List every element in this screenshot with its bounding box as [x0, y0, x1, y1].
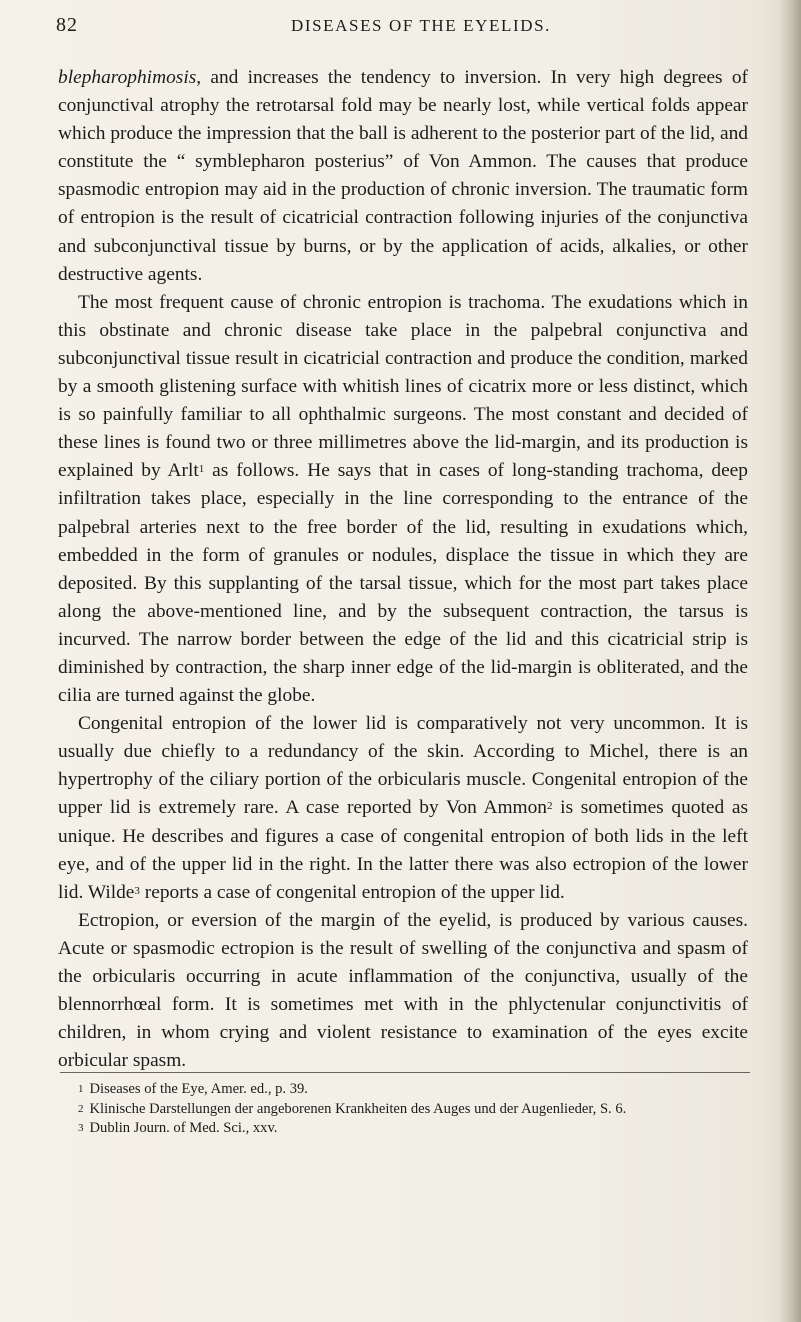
- running-head: DISEASES OF THE EYELIDS.: [290, 16, 552, 35]
- footnote-text: Klinische Darstellungen der angeborenen Krankheiten des Auges und der Augenlieder, S. 6.: [89, 1100, 627, 1117]
- footnotes: [60, 1080, 750, 1139]
- footnote-ref: 3: [134, 884, 140, 897]
- footnote-ref: 2: [547, 800, 553, 813]
- paragraph-text: Ectropion, or eversion of the margin of the eyelid, is produced by various causes. Acute or spasmodic ectropion is the result of swelling of the conjunctiva and spasm of the orbicularis occurring in acute inflammation of the conjunctiva, usually of the blennorrhœal form. It is sometimes met with in the phlyctenular conjunctivitis of children, in whom crying and violent resistance to examination of the eyes excite orbicular spasm.: [58, 909, 748, 1072]
- paragraph: [58, 64, 748, 289]
- paragraph: [58, 907, 748, 1076]
- body-text: [58, 64, 748, 1075]
- footnote-mark: 1: [78, 1083, 84, 1095]
- page-number: 82: [56, 14, 78, 36]
- footnote-rule: [60, 1072, 750, 1073]
- paragraph-text: reports a case of congenital entropion of the upper lid.: [139, 881, 565, 903]
- footnote: [60, 1080, 750, 1100]
- footnote-text: Diseases of the Eye, Amer. ed., p. 39.: [89, 1081, 308, 1097]
- footnote-mark: 3: [78, 1122, 84, 1134]
- page-edge-shadow: [779, 0, 801, 1322]
- footnote: [60, 1100, 750, 1120]
- footnote: [60, 1119, 750, 1139]
- paragraph: [58, 289, 748, 710]
- italic-term: blepharophimosis: [58, 67, 197, 88]
- page-header: [56, 14, 746, 44]
- paragraph-text: The most frequent cause of chronic entropion is trachoma. The exudations which in this obstinate and chronic disease take place in the palpebral conjunctiva and subconjunctival tissue result in cicatricial contraction and produce the condition, marked by a smooth glistening surface with whitish lines of cicatrix more or less distinct, which is so painfully familiar to all ophthalmic surgeons. The most constant and decided of these lines is found two or three millimetres above the lid-margin, and its production is explained by Arlt: [58, 291, 748, 482]
- paragraph-text: as follows. He says that in cases of long-standing trachoma, deep infiltration takes place, especially in the line corresponding to the entrance of the palpebral arteries next to the free border of the lid, resulting in exudations which, embedded in the form of granules or nodules, displace the tissue in which they are deposited. By this supplanting of the tarsal tissue, which for the most part takes place along the above-mentioned line, and by the subsequent contraction, the tarsus is incurved. The narrow border between the edge of the lid and this cicatricial strip is diminished by contraction, the sharp inner edge of the lid-margin is obliterated, and the cilia are turned against the globe.: [58, 460, 748, 707]
- paragraph-text: is sometimes quoted as unique. He describes and figures a case of congenital entropion of both lids in the left eye, and of the upper lid in the right. In the latter there was also ectropion of the lower lid. Wilde: [58, 797, 748, 903]
- paragraph-text: Congenital entropion of the lower lid is comparatively not very uncommon. It is usually due chiefly to a redundancy of the skin. According to Michel, there is an hypertrophy of the ciliary portion of the orbicularis muscle. Congenital entropion of the upper lid is extremely rare. A case reported by Von Ammon: [58, 713, 748, 819]
- footnote-ref: 1: [198, 463, 205, 476]
- paragraph-text: , and increases the tendency to inversion. In very high degrees of conjunctival atrophy the retrotarsal fold may be nearly lost, while vertical folds appear which produce the impression that the ball is adherent to the posterior part of the lid, and constitute the “ symblepharon posterius” of Von Ammon. The causes that produce spasmodic entropion may aid in the production of chronic inversion. The traumatic form of entropion is the result of cicatricial contraction following injuries of the conjunctiva and subconjunctival tissue by burns, or by the application of acids, alkalies, or other destructive agents.: [58, 67, 748, 285]
- paragraph: [58, 710, 748, 907]
- footnote-text: Dublin Journ. of Med. Sci., xxv.: [89, 1120, 278, 1136]
- footnote-mark: 2: [78, 1102, 84, 1115]
